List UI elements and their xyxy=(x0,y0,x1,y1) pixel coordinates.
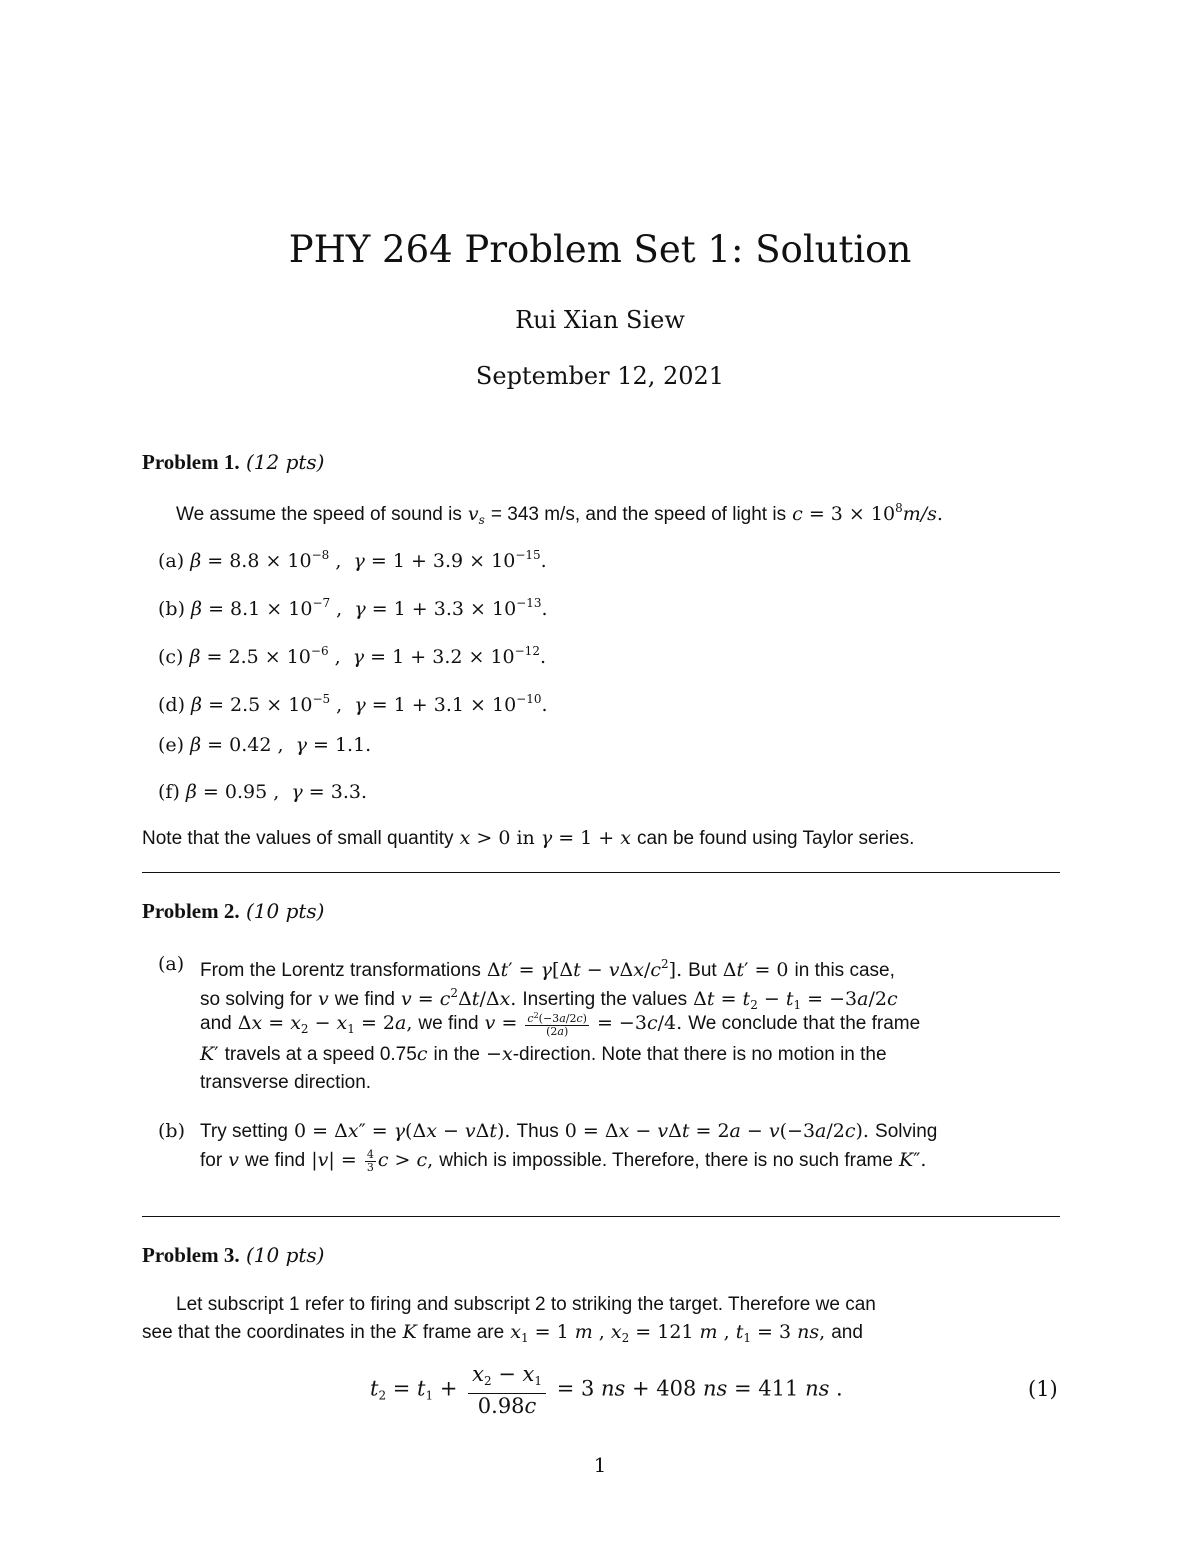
problem-2-label: Problem 2. xyxy=(142,899,240,923)
problem-1-part-d: (d) $\beta = 2.5 \times 10^{-5}$ , $\gamma = 1 + 3.1 \times 10^{-10}$. xyxy=(158,692,548,716)
document-author: Rui Xian Siew xyxy=(515,306,685,334)
problem-3-label: Problem 3. xyxy=(142,1243,240,1267)
equation-1: $t_2 = t_1$ + $\frac{x_2 - x_1}{0.98c}$ = 3 ns + 408 ns = 411 ns . xyxy=(370,1362,843,1418)
problem-1-note: Note that the values of small quantity x > 0 in γ = 1 + x can be found using Taylor series. xyxy=(142,827,915,849)
problem-3-line-2: see that the coordinates in the K frame are $x_1 = 1$ m , $x_2 = 121$ m , $t_1 = 3$ ns, and xyxy=(142,1321,863,1345)
problem-2-part-b-line-1: Try setting 0 = Δx″ = γ(Δx − vΔt). Thus 0 = Δx − vΔt = 2a − v(−3a/2c). Solving xyxy=(200,1120,938,1142)
problem-1-heading xyxy=(142,450,324,475)
document-title: PHY 264 Problem Set 1: Solution xyxy=(288,228,912,271)
problem-2-part-b-line-2: for v we find |v| = $\frac{4}{3}$ c > c, which is impossible. Therefore, there is no such frame K″. xyxy=(200,1147,927,1174)
page-number: 1 xyxy=(593,1453,607,1477)
problem-2-part-a-line-1: From the Lorentz transformations Δt′ = γ[Δt − vΔx/$c^2$]. But Δt′ = 0 in this case, xyxy=(200,957,895,981)
problem-1-label: Problem 1. xyxy=(142,450,240,474)
equation-1-number: (1) xyxy=(1028,1377,1058,1401)
problem-2-part-a-line-2: so solving for v we find $v = c^2\Delta t/\Delta x$. Inserting the values $\Delta t = t_2 - t_1 = -3a/2c$ xyxy=(200,986,898,1012)
problem-1-part-e: (e) β = 0.42 , γ = 1.1. xyxy=(158,734,372,756)
problem-1-part-c: (c) $\beta = 2.5 \times 10^{-6}$ , $\gamma = 1 + 3.2 \times 10^{-12}$. xyxy=(158,644,546,668)
problem-2-part-a-line-4: K′ travels at a speed 0.75c in the −x-direction. Note that there is no motion in the xyxy=(200,1043,887,1065)
problem-3-points: (10 pts) xyxy=(245,1243,325,1267)
problem-3-heading xyxy=(142,1243,324,1268)
problem-1-part-a: (a) $\beta = 8.8 \times 10^{-8}$ , $\gamma = 1 + 3.9 \times 10^{-15}$. xyxy=(158,548,547,572)
problem-1-part-f: (f) β = 0.95 , γ = 3.3. xyxy=(158,781,367,803)
problem-3-line-1: Let subscript 1 refer to firing and subscript 2 to striking the target. Therefore we can xyxy=(176,1294,876,1315)
problem-1-points: (12 pts) xyxy=(245,450,325,474)
problem-1-part-b: (b) $\beta = 8.1 \times 10^{-7}$ , $\gamma = 1 + 3.3 \times 10^{-13}$. xyxy=(158,596,548,620)
problem-2-heading xyxy=(142,899,324,924)
problem-2-points: (10 pts) xyxy=(245,899,325,923)
divider-1 xyxy=(142,872,1060,873)
divider-2 xyxy=(142,1216,1060,1217)
document-date: September 12, 2021 xyxy=(475,362,725,390)
problem-2-part-a-line-5: transverse direction. xyxy=(200,1072,372,1093)
problem-2-part-a-line-3: and $\Delta x = x_2 - x_1 = 2a$, we find v = $\frac{c^2(-3a/2c)}{(2a)}$ = −3c/4. We conclude that the frame xyxy=(200,1011,921,1038)
problem-2-part-a-label: (a) xyxy=(158,953,185,975)
problem-1-intro: We assume the speed of sound is $v_s = 343$ m/s, and the speed of light is $c = 3 \times 10^8m/s$. xyxy=(176,501,943,527)
problem-2-part-b-label: (b) xyxy=(158,1120,185,1142)
